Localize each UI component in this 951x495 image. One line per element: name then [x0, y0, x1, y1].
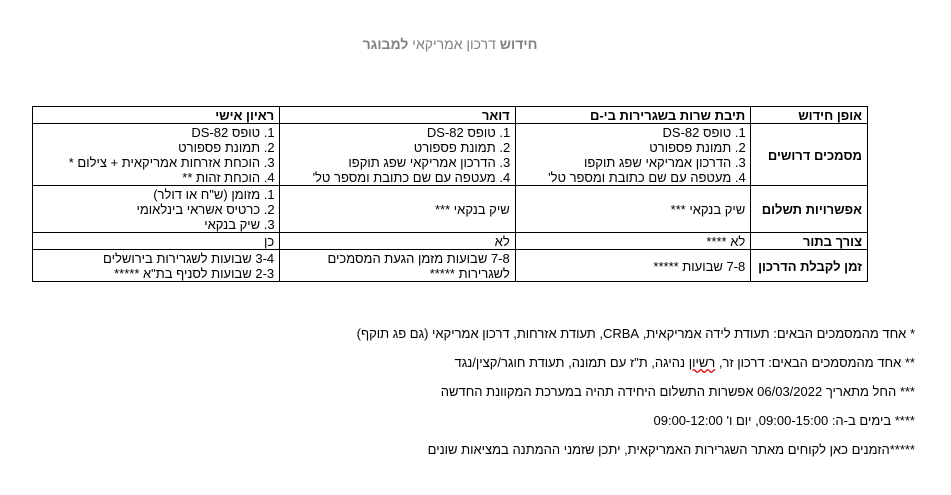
cell-documents-dropbox — [515, 124, 751, 186]
cell-payment-interview — [33, 186, 280, 233]
cell-time-mail — [280, 250, 516, 282]
table-row-payment — [33, 186, 868, 233]
list-item: 2. תמונת פספורט — [285, 140, 496, 155]
cell-appointment-dropbox: לא **** — [515, 233, 751, 250]
header-mail: דואר — [280, 107, 516, 124]
list-item: 4. מעטפה עם שם כתובת ומספר טל' — [285, 170, 496, 185]
footnote-2-pre: ** אחד מהמסמכים הבאים: דרכון זר, — [715, 355, 915, 370]
row-label-appointment: צורך בתור — [751, 233, 868, 250]
header-interview: ראיון אישי — [33, 107, 280, 124]
footnote-2-spell: רשיון — [688, 355, 716, 370]
list-item: 2. כרטיס אשראי בינלאומי — [38, 202, 260, 217]
list-item: 3. הוכחת אזרחות אמריקאית + צילום * — [38, 155, 260, 170]
document-title — [0, 36, 900, 52]
footnotes — [0, 326, 915, 471]
documents-mail-list — [285, 125, 510, 185]
time-mail-line1: 7-8 שבועות מזמן הגעת המסמכים — [327, 251, 510, 266]
list-item: 1. טופס DS-82 — [521, 125, 732, 140]
list-item: 2. תמונת פספורט — [521, 140, 732, 155]
cell-time-interview — [33, 250, 280, 282]
table-header-row — [33, 107, 868, 124]
list-item: 3. הדרכון אמריקאי שפג תוקפו — [521, 155, 732, 170]
footnote-1: * אחד מהמסמכים הבאים: תעודת לידה אמריקאית, CRBA, תעודת אזרחות, דרכון אמריקאי (גם פג תוקף) — [356, 326, 915, 341]
list-item: 2. תמונת פספורט — [38, 140, 260, 155]
footnote-3: *** החל מתאריך 06/03/2022 אפשרות התשלום היחידה תהיה במערכת המקוונת החדשה — [440, 384, 915, 399]
list-item: 3. שיק בנקאי — [38, 217, 260, 232]
footnote-2 — [0, 355, 915, 370]
header-method: אופן חידוש — [751, 107, 868, 124]
list-item: 4. הוכחת זהות ** — [38, 170, 260, 185]
cell-time-dropbox: 7-8 שבועות ***** — [515, 250, 751, 282]
list-item: 1. מזומן (ש"ח או דולר) — [38, 187, 260, 202]
time-interview-line1: 3-4 שבועות לשגרירות בירושלים — [103, 251, 275, 266]
list-item: 4. מעטפה עם שם כתובת ומספר טל' — [521, 170, 732, 185]
title-bold-start: חידוש — [499, 36, 538, 52]
footnote-5: *****הזמנים כאן לקוחים מאתר השגרירות האמריקאית, יתכן שזמני ההמתנה במציאות שונים — [427, 442, 915, 457]
table-row-time — [33, 250, 868, 282]
row-label-payment: אפשרויות תשלום — [751, 186, 868, 233]
payment-interview-list — [38, 187, 274, 232]
documents-interview-list — [38, 125, 274, 185]
cell-payment-mail: שיק בנקאי *** — [280, 186, 516, 233]
time-mail-line2: לשגרירות ***** — [429, 266, 510, 281]
title-middle: דרכון אמריקאי — [408, 36, 500, 52]
renewal-table — [32, 106, 868, 282]
cell-documents-mail — [280, 124, 516, 186]
table-row-appointment — [33, 233, 868, 250]
cell-appointment-mail: לא — [280, 233, 516, 250]
row-label-documents: מסמכים דרושים — [751, 124, 868, 186]
cell-appointment-interview: כן — [33, 233, 280, 250]
header-dropbox: תיבת שרות בשגרירות בי-ם — [515, 107, 751, 124]
table-row-documents — [33, 124, 868, 186]
cell-documents-interview — [33, 124, 280, 186]
documents-dropbox-list — [521, 125, 746, 185]
cell-payment-dropbox: שיק בנקאי *** — [515, 186, 751, 233]
footnote-2-post: נהיגה, ת"ז עם תמונה, תעודת חוגר/קצין/נגד — [454, 355, 689, 370]
title-bold-end: למבוגר — [362, 36, 409, 52]
list-item: 3. הדרכון אמריקאי שפג תוקפו — [285, 155, 496, 170]
list-item: 1. טופס DS-82 — [285, 125, 496, 140]
footnote-4: **** בימים ב-ה: 09:00-15:00, יום ו' 09:00-12:00 — [653, 413, 915, 428]
row-label-time: זמן לקבלת הדרכון — [751, 250, 868, 282]
time-interview-line2: 2-3 שבועות לסניף בת"א ***** — [114, 266, 275, 281]
list-item: 1. טופס DS-82 — [38, 125, 260, 140]
